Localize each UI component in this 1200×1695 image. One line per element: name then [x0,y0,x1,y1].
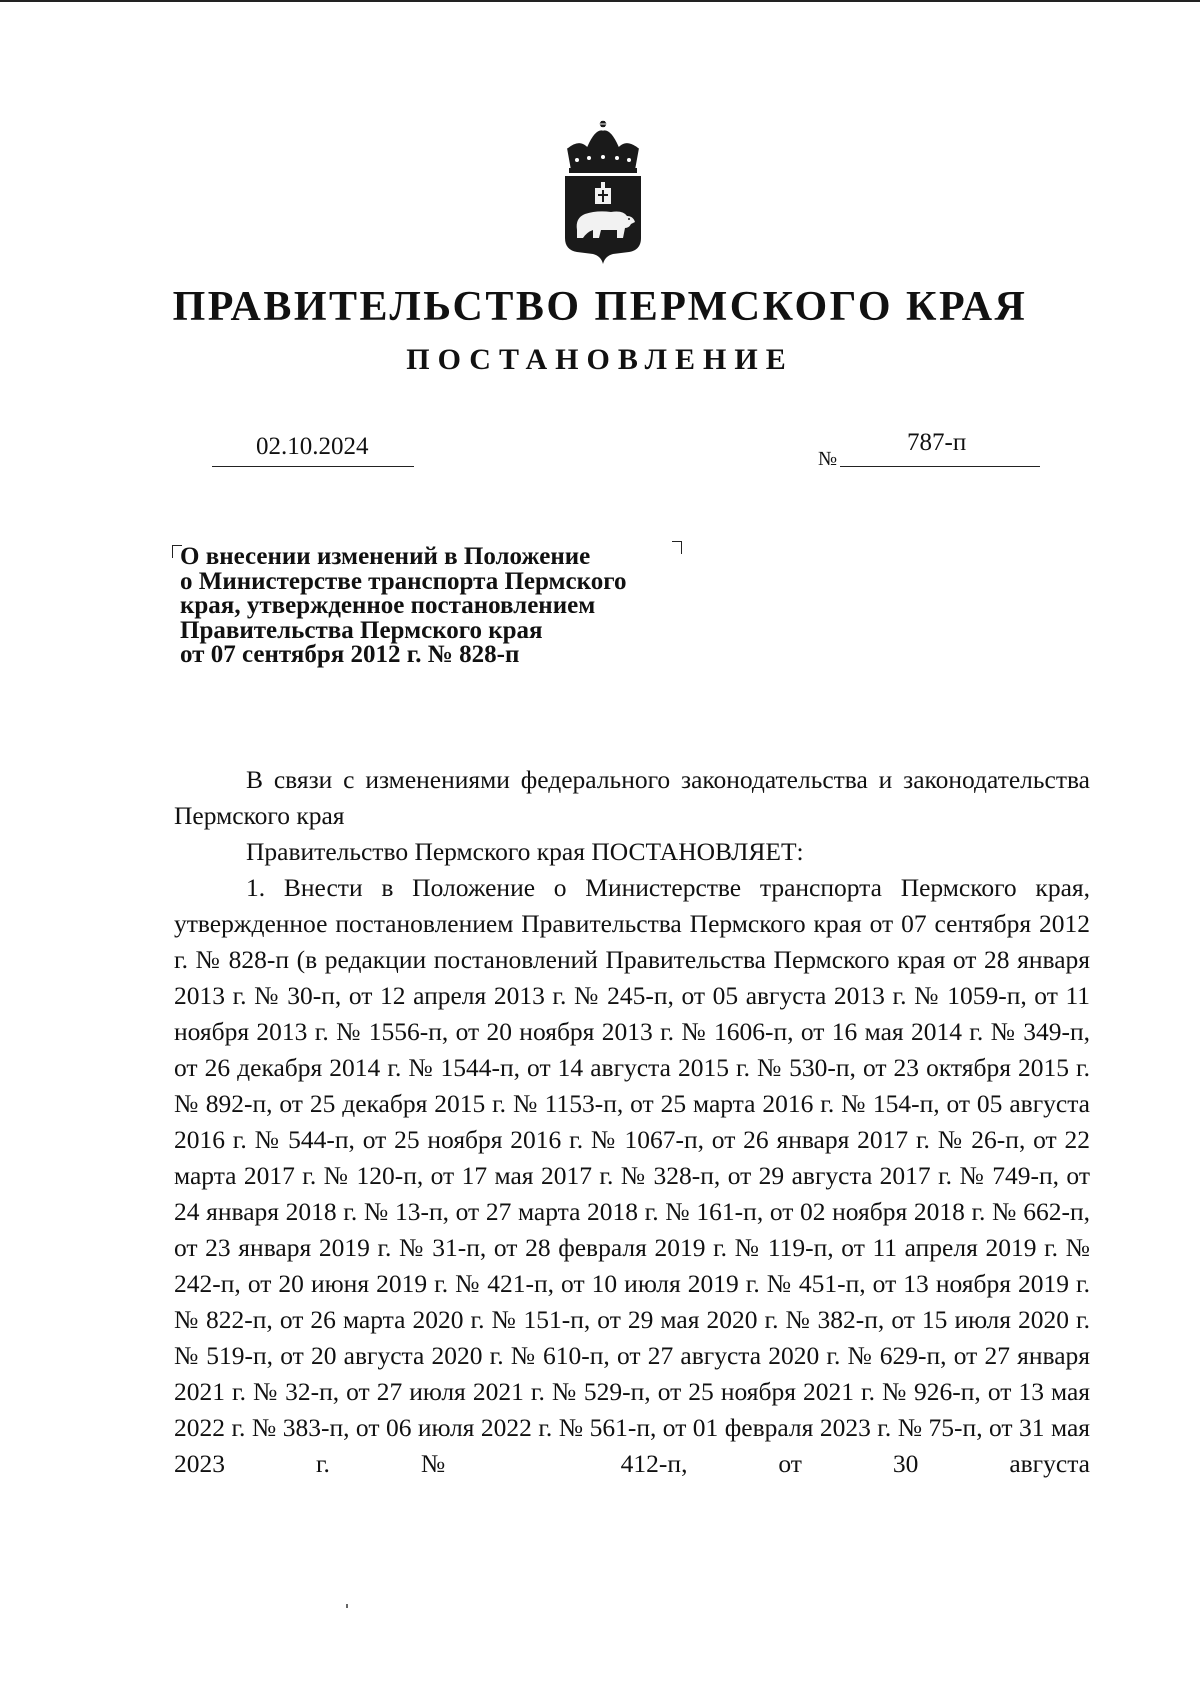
subject-line: от 07 сентября 2012 г. № 828-п [180,641,520,668]
subject-line: о Министерстве транспорта Пермского [180,567,627,595]
page-top-edge [0,0,1200,2]
government-title: ПРАВИТЕЛЬСТВО ПЕРМСКОГО КРАЯ [172,284,1028,330]
clause-1-paragraph: 1. Внести в Положение о Министерстве транспорта Пермского края, утвержденное постановлением Правительства Пермского края от 07 сентября 2012 г. № 828-п (в редакции постановлений Правительства Пермского края от 28 января 2013 г. № 30-п, от 12 апреля 2013 г. № 245-п, от 05 августа 2013 г. № 1059-п, от 11 ноября 2013 г. № 1556-п, от 20 ноября 2013 г. № 1606-п, от 16 мая 2014 г. № 349-п, от 26 декабря 2014 г. № 1544-п, от 14 августа 2015 г. № 530-п, от 23 октября 2015 г. № 892-п, от 25 декабря 2015 г. № 1153-п, от 25 марта 2016 г. № 154-п, от 05 августа 2016 г. № 544-п, от 25 ноября 2016 г. № 1067-п, от 26 января 2017 г. № 26-п, от 22 марта 2017 г. № 120-п, от 17 мая 2017 г. № 328-п, от 29 августа 2017 г. № 749-п, от 24 января 2018 г. № 13-п, от 27 марта 2018 г. № 161-п, от 02 ноября 2018 г. № 662-п, от 23 января 2019 г. № 31-п, от 28 февраля 2019 г. № 119-п, от 11 апреля 2019 г. № 242-п, от 20 июня 2019 г. № 421-п, от 10 июля 2019 г. № 451-п, от 13 ноября 2019 г. № 822-п, от 26 марта 2020 г. № 151-п, от 29 мая 2020 г. № 382-п, от 15 июля 2020 г. № 519-п, от 20 августа 2020 г. № 610-п, от 27 августа 2020 г. № 629-п, от 27 января 2021 г. № 32-п, от 27 июля 2021 г. № 529-п, от 25 ноября 2021 г. № 926-п, от 13 мая 2022 г. № 383-п, от 06 июля 2022 г. № 561-п, от 01 февраля 2023 г. № 75-п, от 31 мая 2023 г. № 412-п, от 30 августа [174,873,1090,1478]
document-type-title: ПОСТАНОВЛЕНИЕ [406,343,794,376]
number-underline [840,466,1040,467]
document-number: 787-п [907,429,967,456]
preamble-paragraph: В связи с изменениями федерального законодательства и законодательства Пермского края [174,765,1090,830]
subject-line: О внесении изменений в Положение [180,543,591,570]
document-date: 02.10.2024 [256,433,369,460]
scan-artifact [346,1604,348,1608]
subject-line: Правительства Пермского края [180,616,543,644]
number-sign: № [818,448,838,470]
document-subject [180,545,700,668]
perm-krai-coat-of-arms-icon [557,118,649,268]
resolution-paragraph: Правительство Пермского края ПОСТАНОВЛЯЕТ: [246,837,804,866]
document-body [174,762,1090,1482]
date-underline [212,466,414,467]
subject-line: края, утвержденное постановлением [180,592,596,619]
